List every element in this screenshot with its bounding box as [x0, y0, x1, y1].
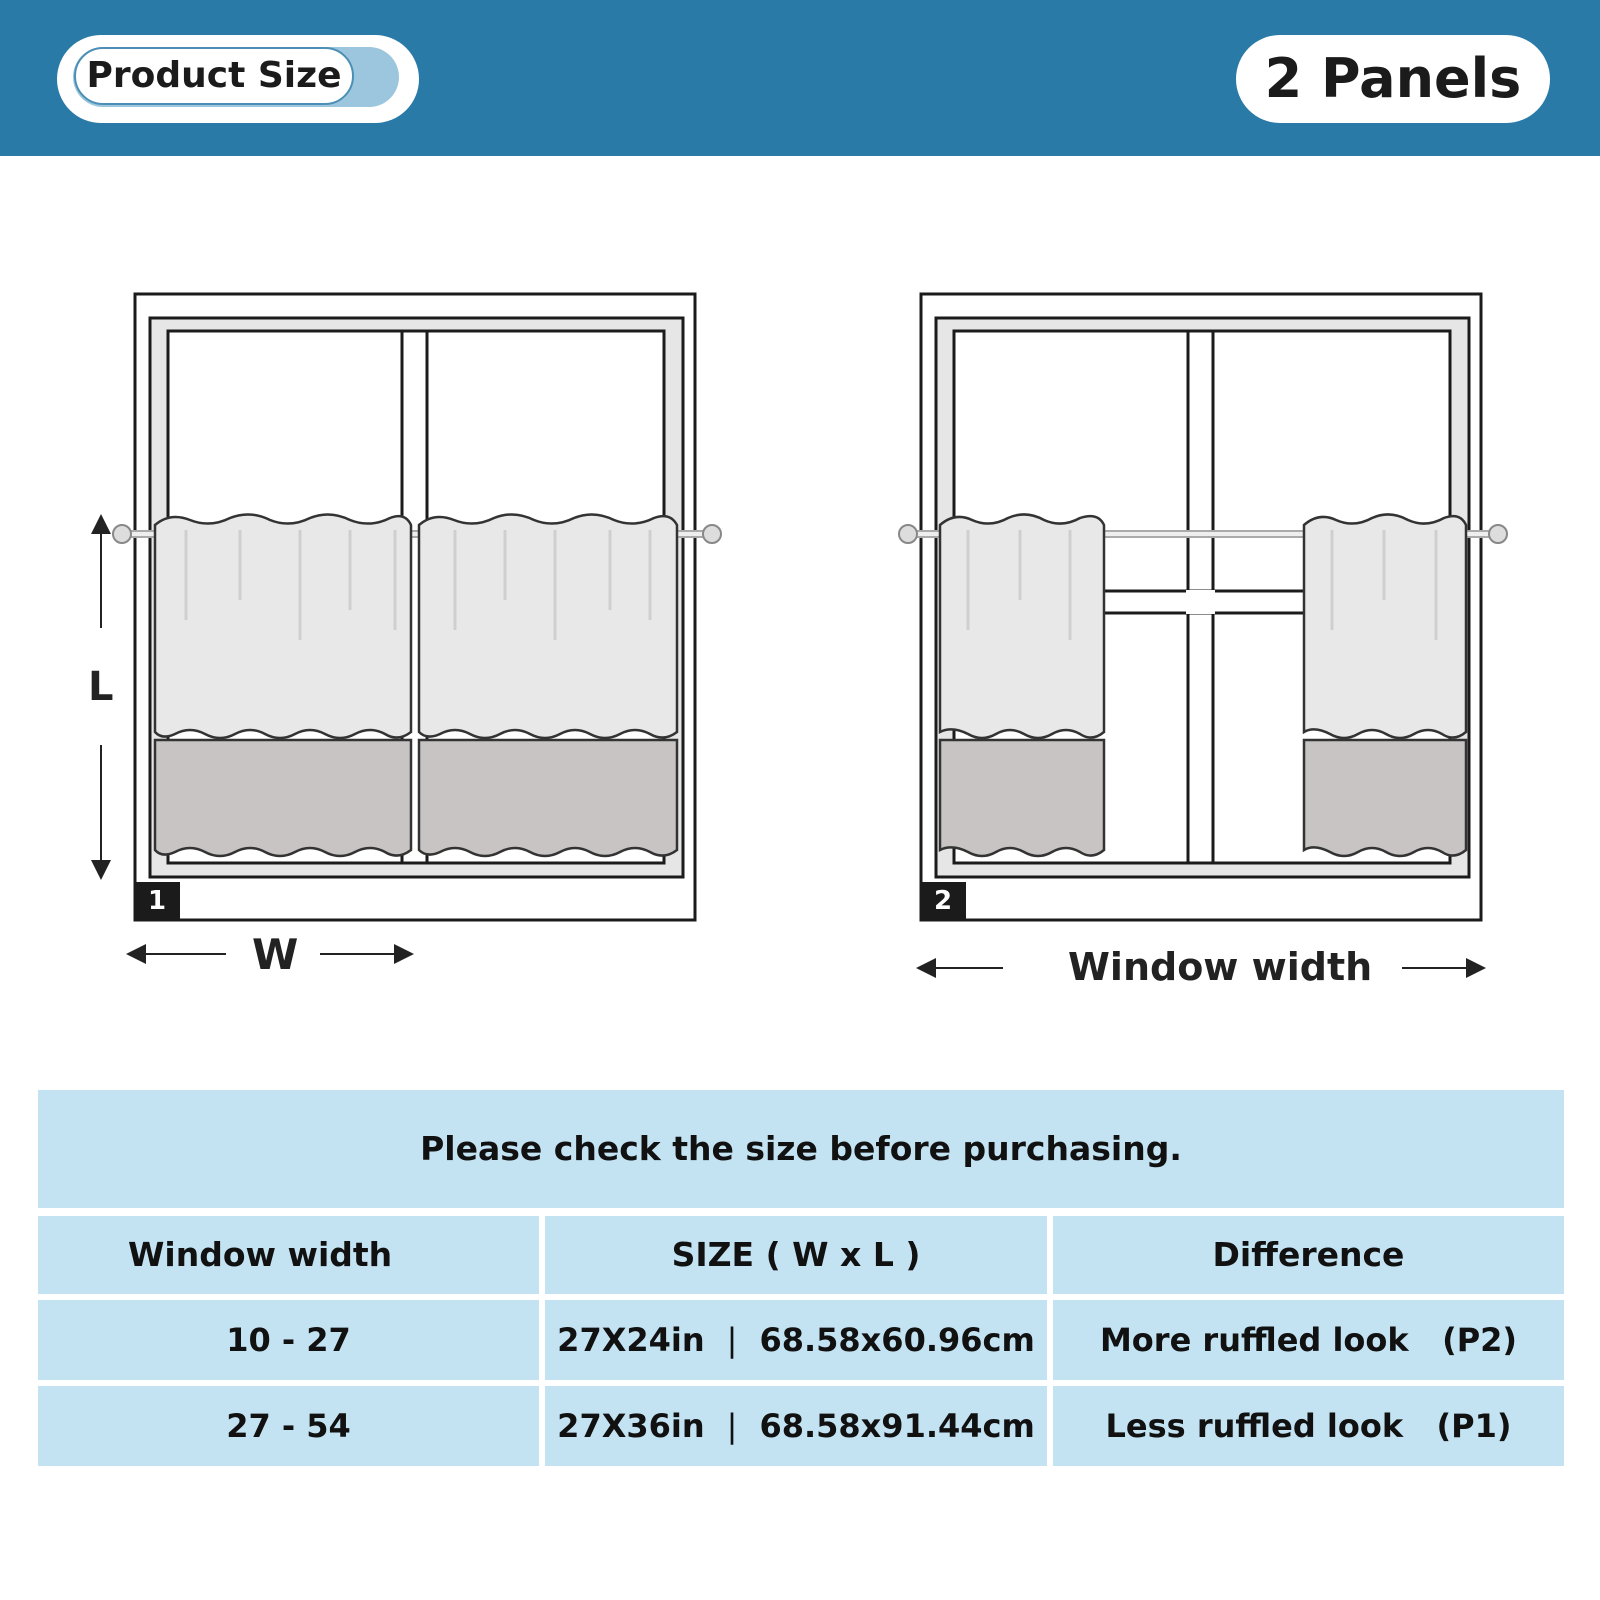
- curtain-panel-right: [419, 514, 677, 856]
- row-1-difference-text: More ruffled look: [1099, 1321, 1409, 1359]
- size-note: Please check the size before purchasing.: [38, 1090, 1564, 1208]
- panels-count-label: 2 Panels: [1236, 35, 1550, 123]
- row-1-difference: [1053, 1300, 1564, 1380]
- row-2-difference: [1053, 1386, 1564, 1466]
- row-2-window-width: 27 - 54: [38, 1386, 539, 1466]
- row-1-separator: |: [726, 1321, 738, 1359]
- window-diagram-2: [899, 294, 1507, 968]
- row-2-separator: |: [726, 1407, 738, 1445]
- row-2-difference-text: Less ruffled look: [1105, 1407, 1404, 1445]
- curtain-panel-left: [155, 514, 411, 856]
- row-2-code: (P1): [1436, 1407, 1512, 1445]
- window-width-label: Window width: [1068, 945, 1373, 989]
- diagram-badge-2: 2: [920, 882, 966, 920]
- row-1-size-in: 27X24in: [557, 1321, 705, 1359]
- diagram-badge-1: 1: [134, 882, 180, 920]
- length-label: L: [88, 664, 114, 710]
- header-size: SIZE ( W x L ): [545, 1216, 1047, 1294]
- row-1-code: (P2): [1442, 1321, 1518, 1359]
- curtain-panel-right: [1304, 514, 1466, 856]
- curtain-panel-left: [940, 514, 1104, 856]
- row-2-size-in: 27X36in: [557, 1407, 705, 1445]
- width-label: W: [252, 930, 299, 979]
- row-1-window-width: 10 - 27: [38, 1300, 539, 1380]
- header-difference: Difference: [1053, 1216, 1564, 1294]
- row-1-size-cm: 68.58x60.96cm: [759, 1321, 1035, 1359]
- row-1-size: [545, 1300, 1047, 1380]
- row-2-size-cm: 68.58x91.44cm: [759, 1407, 1035, 1445]
- row-2-size: [545, 1386, 1047, 1466]
- product-size-label: Product Size: [74, 47, 354, 105]
- window-diagram-1: [101, 294, 721, 954]
- header-window-width: Window width: [38, 1216, 539, 1294]
